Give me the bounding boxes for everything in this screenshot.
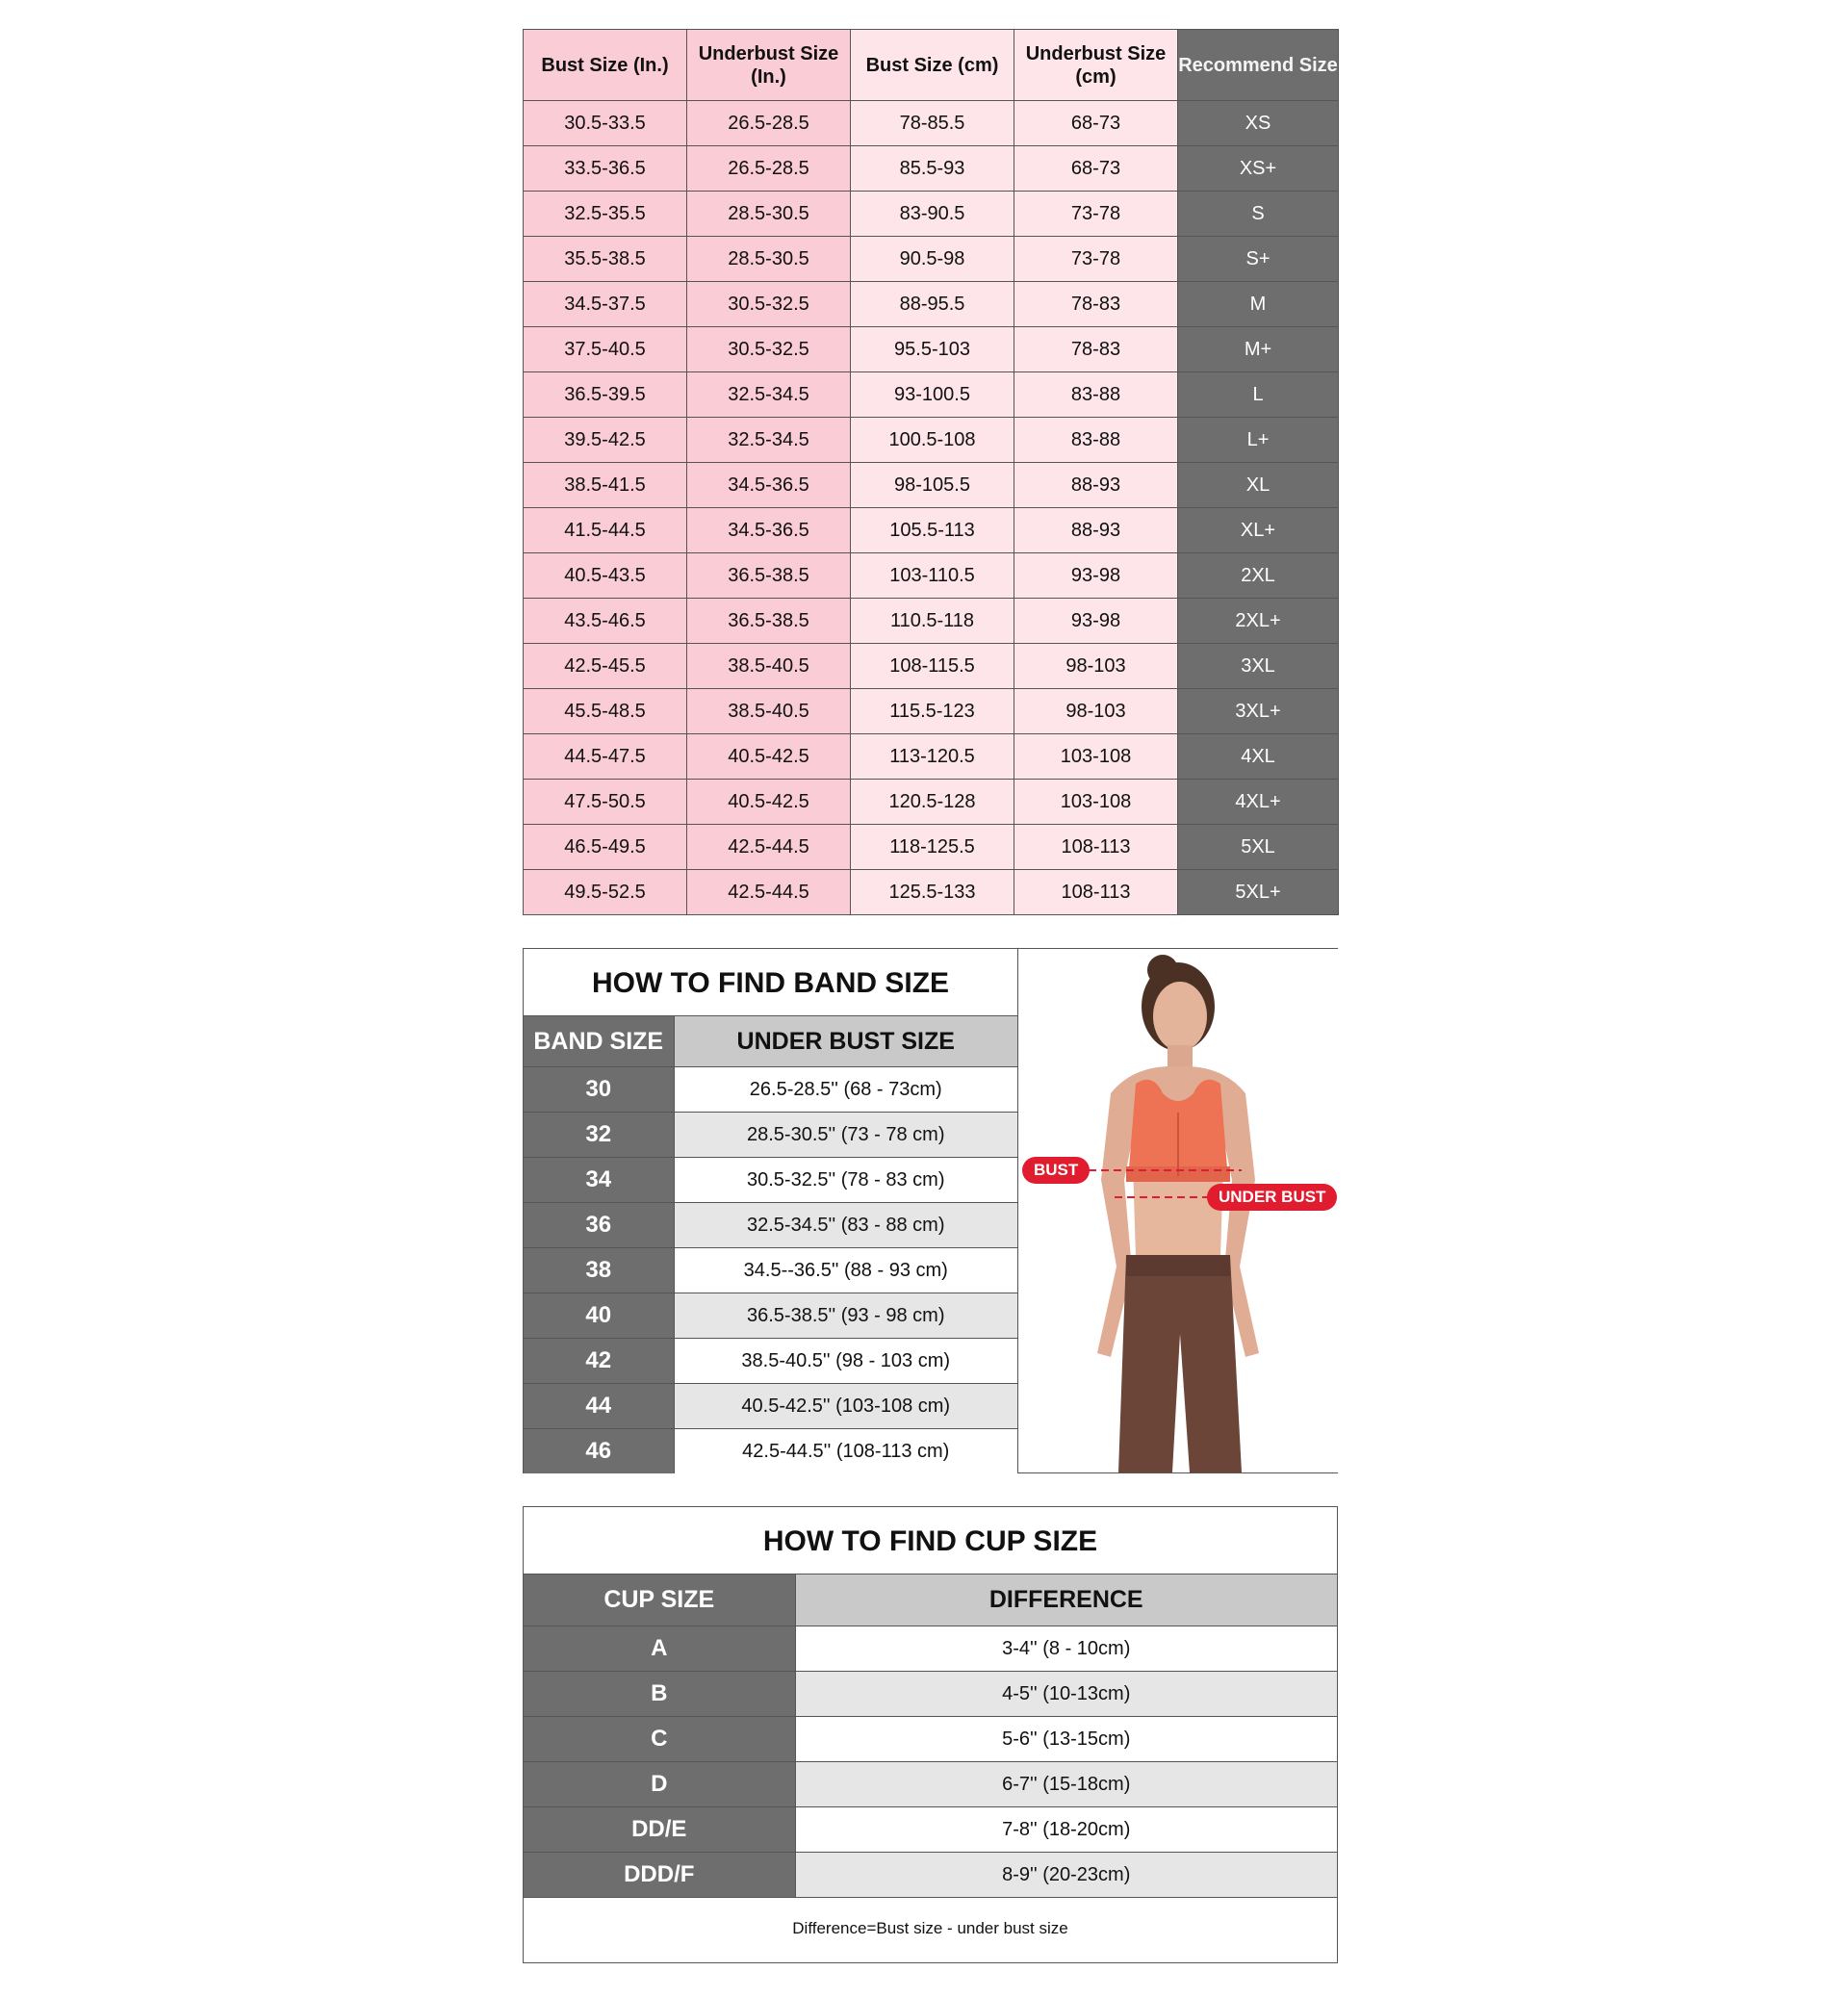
underbust-in-cell: 36.5-38.5 <box>687 553 851 599</box>
band-size-cell: 42 <box>524 1339 674 1384</box>
table-row <box>524 1626 1337 1672</box>
bust-cm-cell: 110.5-118 <box>851 599 1014 644</box>
underbust-in-cell: 40.5-42.5 <box>687 780 851 825</box>
under-bust-tag: UNDER BUST <box>1207 1184 1337 1211</box>
table-row <box>524 1429 1017 1474</box>
table-row <box>524 1339 1017 1384</box>
underbust-in-cell: 42.5-44.5 <box>687 870 851 915</box>
table-row <box>524 870 1339 915</box>
bust-in-cell: 34.5-37.5 <box>524 282 687 327</box>
table-row <box>524 1113 1017 1158</box>
size-chart-table <box>523 29 1339 915</box>
bust-cm-cell: 105.5-113 <box>851 508 1014 553</box>
under-bust-range-cell: 40.5-42.5'' (103-108 cm) <box>674 1384 1017 1429</box>
under-bust-range-cell: 26.5-28.5'' (68 - 73cm) <box>674 1067 1017 1113</box>
table-row <box>524 689 1339 734</box>
bust-in-cell: 42.5-45.5 <box>524 644 687 689</box>
cup-size-cell: DD/E <box>524 1807 795 1853</box>
underbust-cm-cell: 108-113 <box>1014 825 1178 870</box>
bust-in-cell: 37.5-40.5 <box>524 327 687 372</box>
header-bust-in: Bust Size (In.) <box>524 30 687 101</box>
table-row <box>524 553 1339 599</box>
under-bust-range-cell: 32.5-34.5'' (83 - 88 cm) <box>674 1203 1017 1248</box>
underbust-cm-cell: 98-103 <box>1014 689 1178 734</box>
under-bust-size-column-header: UNDER BUST SIZE <box>674 1016 1017 1067</box>
recommend-size-cell: L+ <box>1178 418 1339 463</box>
underbust-cm-cell: 108-113 <box>1014 870 1178 915</box>
table-row <box>524 1717 1337 1762</box>
underbust-in-cell: 40.5-42.5 <box>687 734 851 780</box>
recommend-size-cell: XL+ <box>1178 508 1339 553</box>
table-row <box>524 1672 1337 1717</box>
table-row <box>524 508 1339 553</box>
recommend-size-cell: 4XL <box>1178 734 1339 780</box>
size-chart-header-row <box>524 30 1339 101</box>
underbust-in-cell: 28.5-30.5 <box>687 192 851 237</box>
table-row <box>524 1203 1017 1248</box>
model-measurement-figure <box>1017 949 1338 1472</box>
underbust-cm-cell: 83-88 <box>1014 372 1178 418</box>
band-size-title: HOW TO FIND BAND SIZE <box>524 949 1017 1016</box>
recommend-size-cell: 3XL <box>1178 644 1339 689</box>
bust-in-cell: 39.5-42.5 <box>524 418 687 463</box>
band-size-cell: 36 <box>524 1203 674 1248</box>
bust-in-cell: 35.5-38.5 <box>524 237 687 282</box>
bust-in-cell: 44.5-47.5 <box>524 734 687 780</box>
cup-size-cell: D <box>524 1762 795 1807</box>
band-size-cell: 38 <box>524 1248 674 1293</box>
underbust-cm-cell: 68-73 <box>1014 101 1178 146</box>
table-row <box>524 1067 1017 1113</box>
bust-cm-cell: 93-100.5 <box>851 372 1014 418</box>
table-row <box>524 101 1339 146</box>
table-row <box>524 1853 1337 1898</box>
table-row <box>524 282 1339 327</box>
bust-in-cell: 36.5-39.5 <box>524 372 687 418</box>
cup-size-column-header: CUP SIZE <box>524 1575 795 1626</box>
bust-in-cell: 30.5-33.5 <box>524 101 687 146</box>
table-row <box>524 734 1339 780</box>
underbust-in-cell: 38.5-40.5 <box>687 644 851 689</box>
band-size-cell: 46 <box>524 1429 674 1474</box>
bust-in-cell: 45.5-48.5 <box>524 689 687 734</box>
underbust-cm-cell: 78-83 <box>1014 282 1178 327</box>
bust-in-cell: 41.5-44.5 <box>524 508 687 553</box>
header-bust-cm: Bust Size (cm) <box>851 30 1014 101</box>
band-size-table <box>524 1016 1017 1473</box>
underbust-in-cell: 28.5-30.5 <box>687 237 851 282</box>
under-bust-range-cell: 34.5--36.5'' (88 - 93 cm) <box>674 1248 1017 1293</box>
bust-cm-cell: 98-105.5 <box>851 463 1014 508</box>
underbust-in-cell: 32.5-34.5 <box>687 372 851 418</box>
cup-size-cell: DDD/F <box>524 1853 795 1898</box>
cup-size-cell: C <box>524 1717 795 1762</box>
recommend-size-cell: 3XL+ <box>1178 689 1339 734</box>
bust-cm-cell: 113-120.5 <box>851 734 1014 780</box>
underbust-cm-cell: 73-78 <box>1014 237 1178 282</box>
recommend-size-cell: XL <box>1178 463 1339 508</box>
recommend-size-cell: XS+ <box>1178 146 1339 192</box>
underbust-cm-cell: 98-103 <box>1014 644 1178 689</box>
table-row <box>524 1248 1017 1293</box>
table-row <box>524 1807 1337 1853</box>
band-header-row <box>524 1016 1017 1067</box>
recommend-size-cell: 4XL+ <box>1178 780 1339 825</box>
table-row <box>524 644 1339 689</box>
bust-cm-cell: 83-90.5 <box>851 192 1014 237</box>
underbust-in-cell: 26.5-28.5 <box>687 101 851 146</box>
underbust-in-cell: 26.5-28.5 <box>687 146 851 192</box>
cup-header-row <box>524 1575 1337 1626</box>
difference-cell: 6-7'' (15-18cm) <box>795 1762 1337 1807</box>
table-row <box>524 192 1339 237</box>
recommend-size-cell: 2XL+ <box>1178 599 1339 644</box>
underbust-cm-cell: 88-93 <box>1014 508 1178 553</box>
underbust-cm-cell: 93-98 <box>1014 553 1178 599</box>
underbust-cm-cell: 103-108 <box>1014 780 1178 825</box>
bust-in-cell: 32.5-35.5 <box>524 192 687 237</box>
recommend-size-cell: S+ <box>1178 237 1339 282</box>
underbust-in-cell: 38.5-40.5 <box>687 689 851 734</box>
table-row <box>524 463 1339 508</box>
bust-in-cell: 38.5-41.5 <box>524 463 687 508</box>
difference-cell: 5-6'' (13-15cm) <box>795 1717 1337 1762</box>
table-row <box>524 237 1339 282</box>
difference-cell: 3-4'' (8 - 10cm) <box>795 1626 1337 1672</box>
bust-cm-cell: 108-115.5 <box>851 644 1014 689</box>
difference-note: Difference=Bust size - under bust size <box>792 1919 1068 1937</box>
bust-cm-cell: 125.5-133 <box>851 870 1014 915</box>
table-row <box>524 418 1339 463</box>
table-row <box>524 599 1339 644</box>
recommend-size-cell: XS <box>1178 101 1339 146</box>
bust-in-cell: 43.5-46.5 <box>524 599 687 644</box>
difference-column-header: DIFFERENCE <box>795 1575 1337 1626</box>
recommend-size-cell: 5XL <box>1178 825 1339 870</box>
bust-in-cell: 40.5-43.5 <box>524 553 687 599</box>
bust-in-cell: 33.5-36.5 <box>524 146 687 192</box>
band-size-panel <box>523 948 1338 1473</box>
recommend-size-cell: 5XL+ <box>1178 870 1339 915</box>
under-bust-range-cell: 30.5-32.5'' (78 - 83 cm) <box>674 1158 1017 1203</box>
underbust-cm-cell: 78-83 <box>1014 327 1178 372</box>
difference-cell: 7-8'' (18-20cm) <box>795 1807 1337 1853</box>
bust-cm-cell: 85.5-93 <box>851 146 1014 192</box>
header-recommend-size: Recommend Size <box>1178 30 1339 101</box>
underbust-in-cell: 30.5-32.5 <box>687 282 851 327</box>
band-size-cell: 34 <box>524 1158 674 1203</box>
underbust-in-cell: 36.5-38.5 <box>687 599 851 644</box>
under-bust-range-cell: 36.5-38.5'' (93 - 98 cm) <box>674 1293 1017 1339</box>
table-row <box>524 780 1339 825</box>
band-size-column-header: BAND SIZE <box>524 1016 674 1067</box>
table-row <box>524 1762 1337 1807</box>
cup-size-cell: A <box>524 1626 795 1672</box>
bust-cm-cell: 103-110.5 <box>851 553 1014 599</box>
underbust-in-cell: 34.5-36.5 <box>687 463 851 508</box>
header-underbust-in: Underbust Size (In.) <box>687 30 851 101</box>
header-underbust-cm: Underbust Size (cm) <box>1014 30 1178 101</box>
bust-cm-cell: 100.5-108 <box>851 418 1014 463</box>
bust-cm-cell: 118-125.5 <box>851 825 1014 870</box>
cup-size-panel <box>523 1506 1338 1963</box>
underbust-in-cell: 34.5-36.5 <box>687 508 851 553</box>
underbust-in-cell: 42.5-44.5 <box>687 825 851 870</box>
underbust-in-cell: 30.5-32.5 <box>687 327 851 372</box>
band-size-section <box>524 949 1017 1472</box>
table-row <box>524 1384 1017 1429</box>
band-size-cell: 40 <box>524 1293 674 1339</box>
band-size-cell: 32 <box>524 1113 674 1158</box>
underbust-cm-cell: 88-93 <box>1014 463 1178 508</box>
cup-size-table <box>524 1575 1337 1898</box>
bust-tag: BUST <box>1022 1157 1090 1184</box>
underbust-cm-cell: 73-78 <box>1014 192 1178 237</box>
bust-cm-cell: 88-95.5 <box>851 282 1014 327</box>
difference-cell: 8-9'' (20-23cm) <box>795 1853 1337 1898</box>
underbust-cm-cell: 93-98 <box>1014 599 1178 644</box>
cup-size-title: HOW TO FIND CUP SIZE <box>524 1507 1337 1575</box>
underbust-in-cell: 32.5-34.5 <box>687 418 851 463</box>
table-row <box>524 372 1339 418</box>
band-size-cell: 44 <box>524 1384 674 1429</box>
table-row <box>524 825 1339 870</box>
bust-cm-cell: 120.5-128 <box>851 780 1014 825</box>
under-bust-range-cell: 28.5-30.5'' (73 - 78 cm) <box>674 1113 1017 1158</box>
table-row <box>524 1158 1017 1203</box>
underbust-cm-cell: 68-73 <box>1014 146 1178 192</box>
recommend-size-cell: M+ <box>1178 327 1339 372</box>
recommend-size-cell: M <box>1178 282 1339 327</box>
band-size-cell: 30 <box>524 1067 674 1113</box>
underbust-cm-cell: 83-88 <box>1014 418 1178 463</box>
recommend-size-cell: L <box>1178 372 1339 418</box>
under-bust-range-cell: 42.5-44.5'' (108-113 cm) <box>742 1440 950 1462</box>
bust-cm-cell: 95.5-103 <box>851 327 1014 372</box>
underbust-cm-cell: 103-108 <box>1014 734 1178 780</box>
bust-cm-cell: 78-85.5 <box>851 101 1014 146</box>
bust-in-cell: 46.5-49.5 <box>524 825 687 870</box>
under-bust-range-cell: 38.5-40.5'' (98 - 103 cm) <box>674 1339 1017 1384</box>
table-row <box>524 1293 1017 1339</box>
cup-size-cell: B <box>524 1672 795 1717</box>
recommend-size-cell: 2XL <box>1178 553 1339 599</box>
model-illustration <box>1018 949 1338 1472</box>
bust-in-cell: 49.5-52.5 <box>524 870 687 915</box>
table-row <box>524 146 1339 192</box>
table-row <box>524 327 1339 372</box>
bust-in-cell: 47.5-50.5 <box>524 780 687 825</box>
recommend-size-cell: S <box>1178 192 1339 237</box>
bust-cm-cell: 115.5-123 <box>851 689 1014 734</box>
difference-cell: 4-5'' (10-13cm) <box>795 1672 1337 1717</box>
bust-cm-cell: 90.5-98 <box>851 237 1014 282</box>
